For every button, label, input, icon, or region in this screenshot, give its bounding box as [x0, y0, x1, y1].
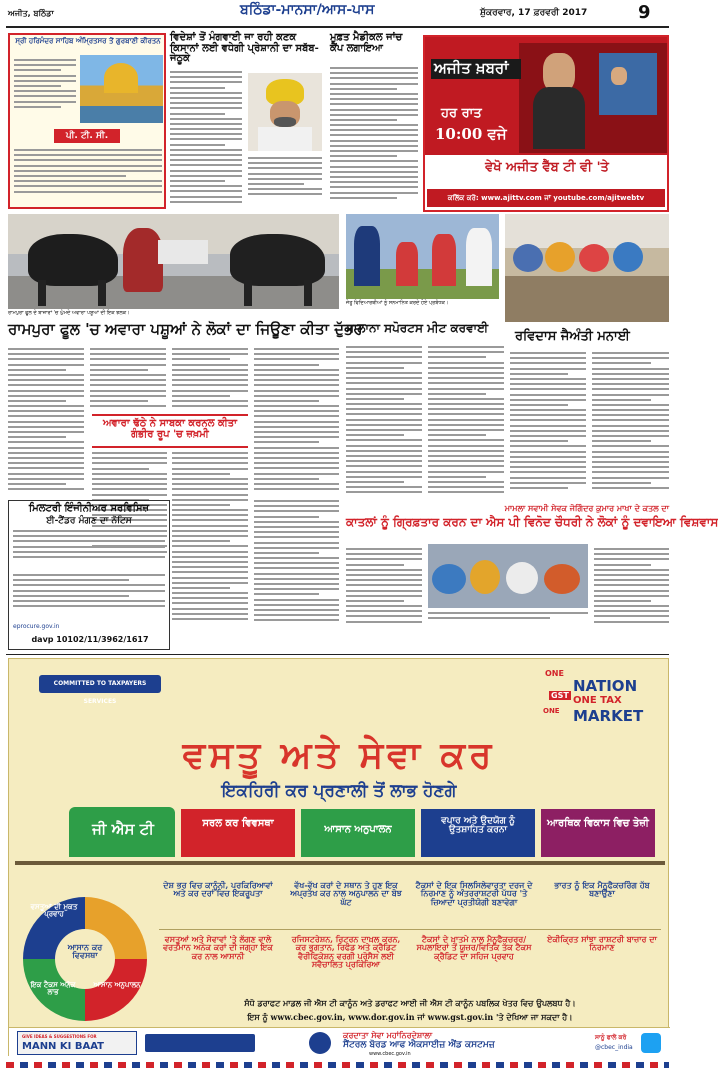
tender-notice — [8, 500, 170, 650]
train-track — [15, 861, 665, 865]
page-number: 9 — [638, 2, 651, 23]
masthead-date: ਸ਼ੁੱਕਰਵਾਰ, 17 ਫ਼ਰਵਰੀ 2017 — [480, 8, 588, 18]
benefit-top-4: ਭਾਰਤ ਨੂੰ ਇਕ ਮੈਨੂਫੈਕਚਰਿੰਗ ਹੱਬ ਬਣਾਉਣਾ — [554, 880, 650, 899]
twitter-label: ਸਾਨੂੰ ਫਾਲੋ ਕਰੋ — [595, 1034, 627, 1041]
headline: ਵਿਦੇਸ਼ਾਂ ਤੋਂ ਮੰਗਵਾਈ ਜਾ ਰਹੀ ਕਣਕ ਕਿਸਾਨਾਂ ਲਈ ਵਧੇਗੀ ਪ੍ਰੇਸ਼ਾਨੀ ਦਾ ਸਬੱਬ-ਜੇਠੂਕੇ — [170, 32, 319, 64]
jayanti-photo — [505, 214, 669, 322]
masthead-rule — [6, 26, 669, 28]
circle-segment-2: ਆਸਾਨ ਕਰ ਵਿਵਸਥਾ — [67, 942, 103, 961]
gst-subheadline: ਇਕਹਿਰੀ ਕਰ ਪ੍ਰਣਾਲੀ ਤੋਂ ਲਾਭ ਹੋਣਗੇ — [221, 781, 457, 801]
dept-line-1: ਕਰਦਾਤਾ ਸੇਵਾ ਮਹਾਂਨਿਰਦੇਸ਼ਾਲਾ — [343, 1030, 433, 1040]
headline-stray-cattle: ਰਾਮਪੁਰਾ ਫੂਲ 'ਚ ਅਵਾਰਾ ਪਸ਼ੂਆਂ ਨੇ ਲੋਕਾਂ ਦਾ ਜਿਊਣਾ ਕੀਤਾ ਦੁੱਭਰ — [8, 320, 363, 338]
circle-segment-4: ਆਸਾਨ ਅਨੁਪਾਲਨ — [93, 980, 141, 989]
gst-bottom-strip — [9, 1027, 670, 1057]
logo-nation: NATION — [573, 677, 638, 695]
subhead-colonel — [92, 414, 248, 448]
scooter-rider — [123, 228, 163, 292]
benefit-top-1: ਦੇਸ਼ ਭਰ ਵਿਚ ਕਾਨੂੰਨੀ, ਪ੍ਰਕਿਰਿਆਵਾਂ ਅਤੇ ਕਰ ਦਰਾਂ ਵਿਚ ਇਕਰੂਪਤਾ — [163, 880, 273, 899]
mann-ki-baat-tag: GIVE IDEAS & SUGGESTIONS FOR — [22, 1034, 97, 1039]
dept-website[interactable]: www.cbec.gov.in — [369, 1051, 411, 1057]
benefit-bottom-3: ਟੈਕਸਾਂ ਦੇ ਖ਼ਾਤਮੇ ਨਾਲ ਮੈਨੂਫੈਕਚਰਰ/ਸਪਲਾਇਰਾਂ ਤੋਂ ਯੂਜ਼ਰ/ਵਿਤਿਕ ਤੱਕ ਟੈਕਸ ਕ੍ਰੈਡਿਟ ਦਾ ਸਹਿਜ ਪ੍ਰਵਾਹ — [416, 934, 532, 961]
protest-photo — [428, 544, 588, 608]
story-text — [172, 348, 248, 410]
story-medical-camp — [330, 33, 418, 211]
train-engine — [69, 807, 175, 857]
headline-jayanti: ਰਵਿਦਾਸ ਜੈਅੰਤੀ ਮਨਾਈ — [515, 329, 630, 344]
ajit-ad-links[interactable]: ਕਲਿੱਕ ਕਰੋ: www.ajittv.com ਜਾਂ youtube.com/ajitwebtv — [427, 189, 665, 207]
photo-caption-text — [428, 612, 588, 632]
train-wagon-4 — [541, 809, 655, 857]
taxpayer-badge: COMMITTED TO TAXPAYERS SERVICES — [39, 675, 161, 693]
story-text — [346, 548, 422, 632]
story-wheat-import — [170, 33, 323, 211]
gst-advertisement — [8, 658, 669, 1056]
masthead — [0, 0, 675, 24]
circle-segment-3: ਇਕ ਟੈਕਸ ਅਨੇਕ ਲਾਭ — [30, 980, 76, 997]
golden-temple-image — [80, 55, 163, 123]
story-text — [330, 67, 418, 209]
wagon-label: ਆਰਥਿਕ ਵਿਕਾਸ ਵਿਚ ਤੇਜ਼ੀ — [547, 818, 649, 829]
twitter-icon[interactable] — [641, 1033, 661, 1053]
story-text — [428, 346, 504, 498]
engine-label: ਜੀ ਐਸ ਟੀ — [92, 820, 154, 838]
train-wagon-2 — [301, 809, 415, 857]
train-wagon-3 — [421, 809, 535, 857]
notice-text — [13, 530, 165, 570]
ajit-news-ad — [423, 35, 669, 212]
benefit-bottom-4: ਏਕੀਕ੍ਰਿਤ ਸਾਂਝਾ ਰਾਸ਼ਟਰੀ ਬਾਜ਼ਾਰ ਦਾ ਨਿਰਮਾਣ — [547, 934, 657, 953]
story-text — [90, 348, 166, 410]
photo-caption: ਰਾਮਪੁਰਾ ਫੂਲ ਦੇ ਬਾਜ਼ਾਰਾਂ 'ਚ ਘੁੰਮਦੇ ਅਵਾਰਾ ਪਸ਼ੂਆਂ ਦੀ ਇਕ ਝਲਕ। — [8, 310, 130, 316]
portrait-photo — [248, 73, 322, 151]
section-title: ਬਠਿੰਡਾ-ਮਾਨਸਾ/ਆਸ-ਪਾਸ — [240, 2, 375, 18]
ajit-ad-title: ਅਜੀਤ ਖ਼ਬਰਾਂ — [431, 59, 521, 79]
benefit-bottom-1: ਵਸਤੂਆਂ ਅਤੇ ਸੇਵਾਵਾਂ 'ਤੇ ਲੱਗਣ ਵਾਲੇ ਵਰਤਮਾਨ ਅਨੇਕ ਕਰਾਂ ਦੀ ਜਗ੍ਹਾ ਇਕ ਕਰ ਨਾਲ ਆਸਾਨੀ — [163, 934, 273, 961]
gst-benefits-circle — [21, 895, 149, 1023]
story-text-2 — [248, 157, 322, 209]
train-wagon-1 — [181, 809, 295, 857]
gst-train — [15, 807, 665, 873]
story-text — [254, 348, 339, 496]
story-text — [594, 548, 669, 632]
page-footer-strip — [6, 1062, 669, 1068]
wagon-label: ਵਪਾਰ ਅਤੇ ਉਦਯੋਗ ਨੂੰ ਉਤਸ਼ਾਹਿਤ ਕਰਨਾ — [441, 816, 515, 836]
mygov-strip — [145, 1034, 255, 1052]
wagon-label: ਸਰਲ ਕਰ ਵਿਵਸਥਾ — [202, 818, 274, 829]
ajit-ad-time-label: ਹਰ ਰਾਤ — [441, 106, 482, 121]
emblem-icon — [309, 1032, 331, 1054]
story-text — [8, 348, 84, 496]
story-text — [172, 452, 248, 632]
stray-cattle-photo — [8, 214, 339, 309]
gst-footer-line-1: ਸੰਧੋ ਡਰਾਫਟ ਮਾਡਲ ਜੀ ਐਸ ਟੀ ਕਾਨੂੰਨ ਅਤੇ ਡਰਾਫਟ ਆਈ ਜੀ ਐਸ ਟੀ ਕਾਨੂੰਨ ਪਬਲਿਕ ਖੇਤਰ ਵਿਚ ਉਪਲਬਧ ਹੈ। — [244, 998, 576, 1008]
gst-logo — [535, 669, 661, 729]
ajit-ad-watch: ਵੇਖੋ ਅਜੀਤ ਵੈੱਬ ਟੀ ਵੀ 'ਤੇ — [485, 160, 609, 175]
notice-table — [13, 574, 165, 620]
notice-web[interactable]: eprocure.gov.in — [13, 623, 60, 630]
anchor-photo — [519, 43, 667, 153]
headline-sports-meet: ਸਾਲਾਨਾ ਸਪੋਰਟਸ ਮੀਟ ਕਰਵਾਈ — [346, 321, 489, 335]
kirtan-ad — [8, 33, 166, 209]
mann-ki-baat-label: MANN KI BAAT — [22, 1041, 105, 1052]
story-text — [510, 352, 586, 500]
logo-market: MARKET — [573, 707, 644, 725]
photo-caption: ਜੇਤੂ ਵਿਦਿਆਰਥੀਆਂ ਨੂੰ ਸਨਮਾਨਿਤ ਕਰਦੇ ਹੋਏ ਪ੍ਰਬੰਧਕ। — [346, 300, 449, 306]
ptc-channel-badge: ਪੀ. ਟੀ. ਸੀ. — [54, 129, 120, 143]
logo-gst: GST — [551, 691, 569, 700]
logo-one: ONE — [545, 669, 564, 678]
circle-segment-1: ਵਸਤੂਆਂ ਦੀ ਮੁਕਤ ਪ੍ਰਵਾਹ — [30, 902, 78, 919]
story-text — [254, 500, 339, 632]
cow-shape-2 — [230, 234, 325, 286]
mann-ki-baat-banner[interactable] — [17, 1031, 137, 1055]
gst-headline: ਵਸਤੂ ਅਤੇ ਸੇਵਾ ਕਰ — [182, 734, 496, 776]
kicker-murder-case: ਮਾਮਲਾ ਸਵਾਮੀ ਸੇਵਕ ਜੋਗਿੰਦਰ ਕੁਮਾਰ ਮਾਖਾ ਦੇ ਕਤਲ ਦਾ — [504, 503, 669, 513]
gst-footer-line-2[interactable]: ਇਸ ਨੂੰ www.cbec.gov.in, www.dor.gov.in ਜਾਂ www.gst.gov.in 'ਤੇ ਦੇਖਿਆ ਜਾ ਸਕਦਾ ਹੈ। — [247, 1012, 573, 1022]
kirtan-ad-title: ਸ੍ਰੀ ਹਰਿਮੰਦਰ ਸਾਹਿਬ ਅੰਮ੍ਰਿਤਸਰ ਤੋਂ ਗੁਰਬਾਣੀ ਕੀਰਤਨ — [15, 37, 161, 45]
notice-title: ਮਿਲਟਰੀ ਇੰਜੀਨੀਅਰ ਸਰਵਿਸਿਜ਼ — [28, 503, 150, 514]
section-divider — [6, 654, 669, 655]
story-text — [592, 352, 669, 500]
sports-meet-photo — [346, 214, 499, 299]
logo-onetax: ONE TAX — [573, 695, 622, 706]
story-text — [346, 346, 422, 498]
notice-subtitle: ਈ-ਟੈਂਡਰ ਮੰਗਣ ਦਾ ਨੋਟਿਸ — [46, 515, 132, 526]
masthead-left: ਅਜੀਤ, ਬਠਿੰਡਾ — [8, 9, 54, 18]
story-text — [170, 71, 242, 209]
cow-shape — [28, 234, 118, 286]
wagon-label: ਆਸਾਨ ਅਨੁਪਾਲਨ — [324, 824, 392, 835]
benefit-top-2: ਵੱਖ-ਵੱਖ ਕਰਾਂ ਦੇ ਸਥਾਨ ਤੇ ਹੁਣ ਇਕ ਅਪ੍ਰਤੱਖ ਕਰ ਨਾਲ ਅਨੁਪਾਲਨ ਦਾ ਬੋਝ ਘੱਟ — [290, 880, 402, 907]
kirtan-ad-body — [14, 149, 162, 205]
subhead-text: ਅਵਾਰਾ ਢੱਠੇ ਨੇ ਸਾਬਕਾ ਕਰਨਲ ਕੀਤਾ ਗੰਭੀਰ ਰੂਪ 'ਚ ਜ਼ਖ਼ਮੀ — [102, 418, 238, 440]
ajit-ad-time: 10:00 ਵਜੇ — [435, 125, 507, 143]
benefit-bottom-2: ਰਜਿਸਟਰੇਸ਼ਨ, ਰਿਟਰਨ ਦਾਖ਼ਲ ਕਰਨ, ਕਰ ਭੁਗਤਾਨ, ਰਿਫੰਡ ਅਤੇ ਕ੍ਰੈਡਿਟ ਵੈਰੀਫਿਕੇਸ਼ਨ ਵਰਗੀ ਪ੍ਰੋਸੈਸ ਲਈ ਸਵੈਚਾਲਿਤ ਪ੍ਰਕਿਰਿਆ — [291, 934, 401, 970]
notice-footer: davp 10102/11/3962/1617 — [31, 635, 149, 644]
benefit-top-3: ਟੈਕਸਾਂ ਦੇ ਇਕ ਸਿਲਸਿਲੇਵਾਰਤਾ ਦਰਜ ਦੇ ਨਿਰਮਾਣ ਨੂੰ ਅੰਤਰਰਾਸ਼ਟਰੀ ਪੱਧਰ 'ਤੇ ਜ਼ਿਆਦਾ ਪ੍ਰਤੀਯੋਗੀ ਬਣਾਵੇਗਾ — [415, 880, 533, 907]
twitter-handle[interactable]: @cbec_india — [595, 1044, 633, 1051]
benefits-divider — [159, 929, 661, 930]
logo-one-2: ONE — [543, 707, 560, 715]
ajit-ad-banner — [425, 37, 667, 155]
headline: ਮੁਫ਼ਤ ਮੈਡੀਕਲ ਜਾਂਚ ਕੈਂਪ ਲਗਾਇਆ — [330, 32, 403, 54]
dept-line-2: ਸੈਂਟਰਲ ਬੋਰਡ ਆਫ ਐਕਸਾਈਜ਼ ਐਂਡ ਕਸਟਮਜ਼ — [343, 1040, 495, 1050]
kirtan-ad-text — [14, 59, 76, 121]
headline-sp-assurance: ਕਾਤਲਾਂ ਨੂੰ ਗ੍ਰਿਫ਼ਤਾਰ ਕਰਨ ਦਾ ਐਸ ਪੀ ਵਿਨੋਦ ਚੌਧਰੀ ਨੇ ਲੋਕਾਂ ਨੂੰ ਦਵਾਇਆ ਵਿਸ਼ਵਾਸ — [346, 515, 718, 529]
